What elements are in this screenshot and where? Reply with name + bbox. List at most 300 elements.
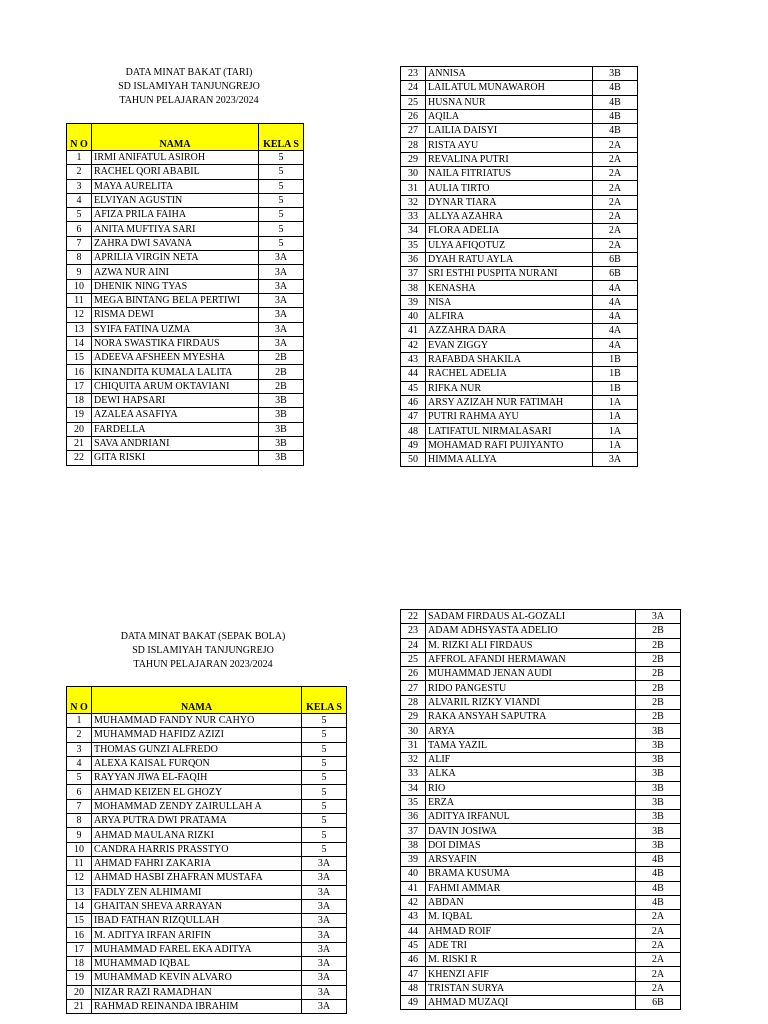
row-kelas: 3A [302,914,347,928]
row-kelas: 6B [593,267,638,281]
row-number: 33 [401,209,426,223]
table-row [67,999,347,1013]
row-kelas: 2B [259,365,304,379]
row-number: 29 [401,710,426,724]
table-row [67,365,304,379]
row-nama: MOHAMAD RAFI PUJIYANTO [426,438,593,452]
row-kelas: 3A [259,308,304,322]
table-row [67,885,347,899]
row-nama: ADEEVA AFSHEEN MYESHA [92,351,259,365]
row-number: 14 [67,336,92,350]
row-kelas: 3A [302,985,347,999]
table-row [401,395,638,409]
row-nama: MUHAMMAD IQBAL [92,957,302,971]
row-number: 2 [67,728,92,742]
row-kelas: 5 [302,828,347,842]
table-row [401,824,681,838]
table-row [401,381,638,395]
row-nama: RACHEL QORI ABABIL [92,165,259,179]
row-number: 10 [67,279,92,293]
row-nama: ANITA MUFTIYA SARI [92,222,259,236]
table-row [67,351,304,365]
row-number: 49 [401,438,426,452]
row-nama: THOMAS GUNZI ALFREDO [92,742,302,756]
row-nama: MUHAMMAD HAFIDZ AZIZI [92,728,302,742]
row-nama: FLORA ADELIA [426,224,593,238]
row-number: 2 [67,165,92,179]
tari-title-line-1: DATA MINAT BAKAT (TARI) [125,67,253,78]
row-nama: ERZA [426,795,636,809]
row-kelas: 4B [636,895,681,909]
row-number: 16 [67,365,92,379]
row-nama: AHMAD FAHRI ZAKARIA [92,856,302,870]
row-kelas: 5 [302,771,347,785]
row-number: 27 [401,681,426,695]
row-number: 45 [401,938,426,952]
row-kelas: 3B [593,67,638,81]
row-kelas: 1B [593,367,638,381]
sepakbola-header-row [67,687,347,714]
table-row [401,195,638,209]
table-row [401,267,638,281]
row-kelas: 5 [302,785,347,799]
row-nama: CHIQUITA ARUM OKTAVIANI [92,379,259,393]
row-number: 4 [67,193,92,207]
row-kelas: 4A [593,281,638,295]
row-kelas: 3B [636,781,681,795]
table-row [67,408,304,422]
table-row [67,728,347,742]
row-number: 34 [401,224,426,238]
row-nama: KINANDITA KUMALA LALITA [92,365,259,379]
row-kelas: 2A [636,910,681,924]
row-kelas: 3A [302,899,347,913]
row-nama: RISMA DEWI [92,308,259,322]
table-row [401,681,681,695]
row-number: 41 [401,881,426,895]
row-nama: NAILA FITRIATUS [426,167,593,181]
table-row [67,222,304,236]
row-kelas: 2A [636,981,681,995]
table-row [401,324,638,338]
row-kelas: 3A [302,999,347,1013]
row-kelas: 3A [259,336,304,350]
table-row [67,756,347,770]
row-kelas: 4B [636,853,681,867]
sepakbola-title-line-1: DATA MINAT BAKAT (SEPAK BOLA) [120,631,286,642]
table-row [67,179,304,193]
table-row [401,667,681,681]
row-number: 28 [401,138,426,152]
row-number: 31 [401,181,426,195]
row-kelas: 5 [302,756,347,770]
table-row [401,109,638,123]
table-row [401,167,638,181]
row-number: 10 [67,842,92,856]
row-kelas: 6B [593,252,638,266]
table-row [401,724,681,738]
row-nama: ZAHRA DWI SAVANA [92,236,259,250]
table-row [67,165,304,179]
row-number: 5 [67,771,92,785]
table-row [67,322,304,336]
table-row [401,138,638,152]
row-number: 40 [401,310,426,324]
row-kelas: 1A [593,424,638,438]
table-row [401,895,681,909]
table-row [67,771,347,785]
row-kelas: 3A [302,928,347,942]
row-kelas: 2B [259,379,304,393]
table-row [401,224,638,238]
row-number: 28 [401,695,426,709]
table-row [401,310,638,324]
row-number: 8 [67,814,92,828]
row-number: 36 [401,810,426,824]
table-row [401,853,681,867]
row-kelas: 1B [593,381,638,395]
row-number: 48 [401,981,426,995]
table-row [401,752,681,766]
row-nama: ADAM ADHSYASTA ADELIO [426,624,636,638]
row-number: 42 [401,338,426,352]
table-row [401,152,638,166]
row-nama: FARDELLA [92,422,259,436]
row-nama: TAMA YAZIL [426,738,636,752]
tari-title-line-3: TAHUN PELAJARAN 2023/2024 [119,95,259,106]
tari-header-row [67,124,304,151]
row-nama: RAYYAN JIWA EL-FAQIH [92,771,302,785]
table-row [67,856,347,870]
row-number: 19 [67,408,92,422]
row-number: 18 [67,394,92,408]
row-kelas: 2A [593,167,638,181]
row-number: 6 [67,785,92,799]
row-kelas: 5 [302,814,347,828]
row-nama: GHAITAN SHEVA ARRAYAN [92,899,302,913]
sepakbola-left-body [67,714,347,1014]
table-row [401,967,681,981]
row-nama: FAHMI AMMAR [426,881,636,895]
row-number: 12 [67,308,92,322]
row-kelas: 5 [259,222,304,236]
row-kelas: 3A [302,856,347,870]
row-nama: AZZAHRA DARA [426,324,593,338]
row-nama: AHMAD MUZAQI [426,996,636,1010]
row-nama: MAYA AURELITA [92,179,259,193]
row-kelas: 5 [259,193,304,207]
row-nama: RACHEL ADELIA [426,367,593,381]
sepakbola-table-left [66,686,347,1014]
row-kelas: 5 [259,179,304,193]
row-nama: AHMAD MAULANA RIZKI [92,828,302,842]
row-nama: LATIFATUL NIRMALASARI [426,424,593,438]
row-kelas: 1B [593,352,638,366]
table-row [401,410,638,424]
row-kelas: 4B [593,124,638,138]
row-nama: ELVIYAN AGUSTIN [92,193,259,207]
row-kelas: 4A [593,324,638,338]
table-row [401,767,681,781]
row-number: 43 [401,352,426,366]
row-number: 18 [67,957,92,971]
row-number: 1 [67,151,92,165]
table-row [67,379,304,393]
table-row [401,124,638,138]
row-nama: RAHMAD REINANDA IBRAHIM [92,999,302,1013]
row-nama: EVAN ZIGGY [426,338,593,352]
table-row [67,871,347,885]
table-row [67,942,347,956]
row-nama: RIO [426,781,636,795]
row-number: 23 [401,624,426,638]
row-nama: ARYA [426,724,636,738]
row-kelas: 4A [593,295,638,309]
row-kelas: 3B [636,767,681,781]
row-nama: AQILA [426,109,593,123]
row-nama: ARYA PUTRA DWI PRATAMA [92,814,302,828]
table-row [67,971,347,985]
row-number: 14 [67,899,92,913]
row-nama: ARSY AZIZAH NUR FATIMAH [426,395,593,409]
row-nama: MUHAMMAD KEVIN ALVARO [92,971,302,985]
table-row [67,742,347,756]
row-nama: BRAMA KUSUMA [426,867,636,881]
table-row [67,308,304,322]
row-number: 44 [401,367,426,381]
row-kelas: 3A [259,251,304,265]
row-number: 25 [401,652,426,666]
table-row [401,738,681,752]
table-row [67,279,304,293]
row-nama: M. IQBAL [426,910,636,924]
row-kelas: 2A [593,224,638,238]
row-nama: IBAD FATHAN RIZQULLAH [92,914,302,928]
table-row [401,867,681,881]
row-nama: ALFIRA [426,310,593,324]
row-number: 35 [401,238,426,252]
table-row [401,996,681,1010]
table-row [67,394,304,408]
row-kelas: 4B [636,867,681,881]
row-kelas: 3A [302,885,347,899]
row-kelas: 3A [259,265,304,279]
row-number: 38 [401,838,426,852]
row-nama: ALIF [426,752,636,766]
row-number: 24 [401,81,426,95]
table-row [401,810,681,824]
row-kelas: 3A [259,279,304,293]
row-number: 24 [401,638,426,652]
row-number: 12 [67,871,92,885]
row-number: 1 [67,714,92,728]
header-kelas: KELA S [302,687,347,714]
row-number: 15 [67,351,92,365]
row-number: 36 [401,252,426,266]
row-number: 46 [401,395,426,409]
row-nama: NISA [426,295,593,309]
sepakbola-title-line-3: TAHUN PELAJARAN 2023/2024 [133,659,273,670]
row-kelas: 3B [636,810,681,824]
table-row [67,265,304,279]
table-row [67,451,304,465]
row-kelas: 3A [636,610,681,624]
row-nama: CANDRA HARRIS PRASSTYO [92,842,302,856]
row-nama: KHENZI AFIF [426,967,636,981]
row-kelas: 3A [302,871,347,885]
row-nama: ADITYA IRFANUL [426,810,636,824]
row-kelas: 6B [636,996,681,1010]
row-nama: ADE TRI [426,938,636,952]
row-nama: AZWA NUR AINI [92,265,259,279]
row-nama: M. RIZKI ALI FIRDAUS [426,638,636,652]
table-row [67,422,304,436]
row-kelas: 5 [302,842,347,856]
row-number: 27 [401,124,426,138]
row-nama: RAFABDA SHAKILA [426,352,593,366]
row-nama: ALLYA AZAHRA [426,209,593,223]
row-kelas: 2A [636,953,681,967]
row-kelas: 1A [593,395,638,409]
row-kelas: 2A [636,938,681,952]
table-row [401,953,681,967]
row-kelas: 2B [636,681,681,695]
row-kelas: 3B [636,752,681,766]
tari-title-line-2: SD ISLAMIYAH TANJUNGREJO [118,81,260,92]
row-nama: SYIFA FATINA UZMA [92,322,259,336]
row-nama: AZALEA ASAFIYA [92,408,259,422]
row-nama: RIDO PANGESTU [426,681,636,695]
table-row [67,828,347,842]
row-number: 3 [67,179,92,193]
row-nama: AULIA TIRTO [426,181,593,195]
row-number: 19 [67,971,92,985]
row-number: 35 [401,795,426,809]
row-nama: MOHAMMAD ZENDY ZAIRULLAH A [92,799,302,813]
row-number: 23 [401,67,426,81]
table-row [67,208,304,222]
table-row [401,252,638,266]
row-nama: ANNISA [426,67,593,81]
header-no: N O [67,687,92,714]
row-nama: AFFROL AFANDI HERMAWAN [426,652,636,666]
table-row [401,695,681,709]
row-number: 34 [401,781,426,795]
row-kelas: 2B [259,351,304,365]
table-row [401,438,638,452]
row-nama: DEWI HAPSARI [92,394,259,408]
tari-left-body [67,151,304,466]
row-nama: ALKA [426,767,636,781]
table-row [401,453,638,467]
row-nama: HIMMA ALLYA [426,453,593,467]
row-nama: M. RISKI R [426,953,636,967]
row-number: 30 [401,167,426,181]
row-kelas: 3B [636,724,681,738]
row-nama: GITA RISKI [92,451,259,465]
row-kelas: 2A [593,138,638,152]
header-kelas: KELA S [259,124,304,151]
row-kelas: 2A [593,238,638,252]
table-row [67,899,347,913]
row-number: 43 [401,910,426,924]
row-number: 41 [401,324,426,338]
table-row [401,924,681,938]
row-number: 3 [67,742,92,756]
row-nama: RISTA AYU [426,138,593,152]
table-row [67,236,304,250]
header-nama: NAMA [92,687,302,714]
row-number: 22 [67,451,92,465]
table-row [67,914,347,928]
row-kelas: 5 [259,165,304,179]
table-row [67,785,347,799]
table-row [401,938,681,952]
table-row [401,910,681,924]
header-nama: NAMA [92,124,259,151]
row-nama: REVALINA PUTRI [426,152,593,166]
table-row [67,985,347,999]
row-kelas: 1A [593,438,638,452]
table-row [401,367,638,381]
row-kelas: 2A [636,924,681,938]
row-kelas: 4B [636,881,681,895]
table-row [401,95,638,109]
row-kelas: 2B [636,652,681,666]
row-kelas: 3B [259,408,304,422]
tari-title-block [96,66,282,108]
row-number: 38 [401,281,426,295]
row-number: 39 [401,295,426,309]
row-nama: AFIZA PRILA FAIHA [92,208,259,222]
row-kelas: 5 [259,208,304,222]
row-nama: FADLY ZEN ALHIMAMI [92,885,302,899]
row-number: 9 [67,265,92,279]
row-kelas: 4A [593,310,638,324]
table-row [67,151,304,165]
row-nama: NIZAR RAZI RAMADHAN [92,985,302,999]
table-row [401,710,681,724]
row-nama: PUTRI RAHMA AYU [426,410,593,424]
table-row [401,652,681,666]
row-kelas: 2B [636,638,681,652]
tari-table-right [400,66,638,467]
row-kelas: 2A [593,181,638,195]
row-number: 11 [67,856,92,870]
row-kelas: 3A [593,453,638,467]
row-nama: AHMAD ROIF [426,924,636,938]
row-number: 40 [401,867,426,881]
row-kelas: 2B [636,710,681,724]
row-number: 7 [67,236,92,250]
row-number: 17 [67,379,92,393]
row-nama: NORA SWASTIKA FIRDAUS [92,336,259,350]
row-nama: ALVARIL RIZKY VIANDI [426,695,636,709]
row-nama: RIFKA NUR [426,381,593,395]
row-number: 13 [67,885,92,899]
table-row [401,81,638,95]
row-number: 17 [67,942,92,956]
row-number: 26 [401,109,426,123]
table-row [401,209,638,223]
row-number: 39 [401,853,426,867]
row-number: 50 [401,453,426,467]
table-row [67,193,304,207]
table-row [401,881,681,895]
table-row [401,795,681,809]
row-kelas: 2B [636,624,681,638]
row-nama: MUHAMMAD JENAN AUDI [426,667,636,681]
